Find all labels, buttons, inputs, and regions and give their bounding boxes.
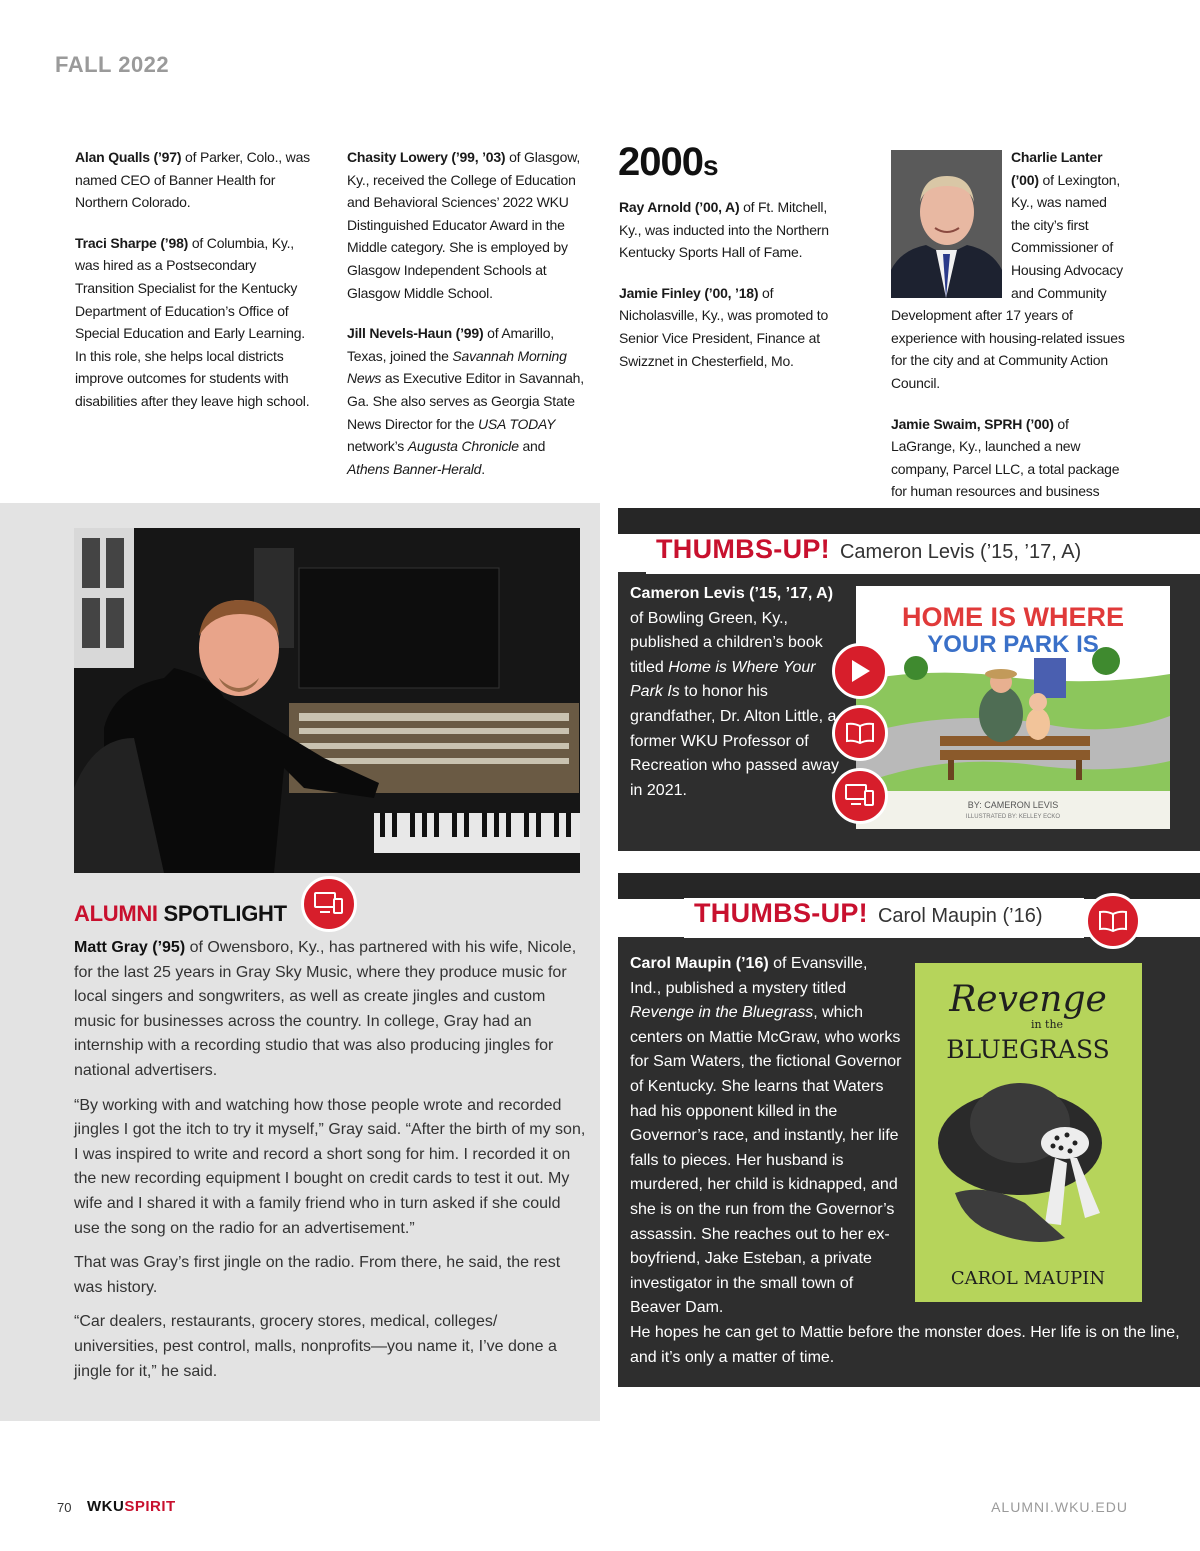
class-note: Charlie Lanter (’00) of Lexington, Ky., was named the city’s first Commissioner of Housing Advocacy and Community Development after 17 years of experience with housing-related issues for the city and at Community Action Council.	[891, 149, 1125, 391]
revenge-in-the-bluegrass-cover	[915, 963, 1142, 1302]
thumbs-up-heading-carol: THUMBS-UP! Carol Maupin (’16)	[684, 898, 1084, 938]
cover-title-line-2: YOUR PARK IS	[927, 631, 1099, 658]
cover-title-line-1: HOME IS WHERE	[901, 602, 1125, 632]
class-notes-column-2	[347, 146, 587, 498]
carol-maupin-note: Carol Maupin (’16) of Evansville, Ind., published a mystery titled Revenge in the Bluegrass, which centers on Mattie McGraw, who works for Sam Waters, the fictional Governor of Kentucky. She learns that Waters had his opponent killed in the Governor’s race, and instantly, her life falls to pieces. Her husband is murdered, her child is kidnapped, and she is on the run from the Governor’s assassin. She reaches out to her ex-boyfriend, Jake Esteban, a private investigator in the small town of Beaver Dam.	[630, 955, 902, 1317]
magazine-brand: WKUSPIRIT	[87, 1498, 176, 1515]
class-note: Jamie Swaim, SPRH (’00) of LaGrange, Ky., launched a new company, Parcel LLC, a total package for human resources and business	[891, 415, 1120, 500]
class-notes-column-3	[619, 196, 834, 390]
class-note: Jill Nevels-Haun (’99) of Amarillo, Texas, joined the Savannah Morning News as Executive Editor in Savannah, Ga. She also serves as Georgia State News Director for the USA TODAY network’s Augusta Chronicle and Athens Banner-Herald.	[347, 325, 584, 477]
story-paragraph: “Car dealers, restaurants, grocery stores, medical, colleges/ universities, pest control, malls, nonprofits—you name it, I’ve done a jingle for it,” he said.	[74, 1313, 557, 1380]
cover-title-in-the: in the	[1030, 1018, 1064, 1031]
class-note: Jamie Finley (’00, ’18) of Nicholasville, Ky., was promoted to Senior Vice President, Finance at Swizznet in Chesterfield, Mo.	[619, 284, 829, 369]
story-paragraph: “By working with and watching how those people wrote and recorded jingles I got the itch to try it myself,” Gray said. “After the birth of my son, I was inspired to write and record a short song for him. I recorded it on the new recording equipment I bought on credit cards to test it out. My wife and I shared it with a family friend who in turn asked if she could use the song on the radio for an advertisement.”	[74, 1096, 586, 1237]
devices-icon[interactable]	[832, 768, 888, 824]
carol-maupin-note-end: He hopes he can get to Mattie before the monster does. Her life is on the line, and it’s only a matter of time.	[630, 1324, 1180, 1366]
open-book-icon[interactable]	[832, 705, 888, 761]
alumni-spotlight-title: ALUMNI SPOTLIGHT	[74, 901, 287, 926]
issue-label: FALL 2022	[55, 52, 170, 77]
class-note: Ray Arnold (’00, A) of Ft. Mitchell, Ky., was inducted into the Northern Kentucky Sports Hall of Fame.	[619, 199, 829, 261]
class-note: Alan Qualls (’97) of Parker, Colo., was named CEO of Banner Health for Northern Colorado.	[75, 149, 310, 211]
cover-author: BY: CAMERON LEVIS	[967, 800, 1059, 810]
story-paragraph: Matt Gray (’95) of Owensboro, Ky., has partnered with his wife, Nicole, for the last 25 years in Gray Sky Music, where they produce music for local singers and songwriters, as well as create jingles and custom music for businesses across the country. In college, Gray had an internship with a recording studio that was also producing jingles for national advertisers.	[74, 939, 577, 1079]
page-number: 70	[57, 1500, 72, 1515]
cover-title-bluegrass: BLUEGRASS	[946, 1035, 1110, 1064]
cameron-levis-note: Cameron Levis (’15, ’17, A) of Bowling Green, Ky., published a children’s book titled Home is Where Your Park Is to honor his grandfather, Dr. Alton Little, a former WKU Professor of Recreation who passed away in 2021.	[630, 585, 840, 799]
decade-heading: 2000s	[618, 140, 718, 184]
class-note: Chasity Lowery (’99, ’03) of Glasgow, Ky., received the College of Education and Behavioral Sciences’ 2022 WKU Distinguished Educator Award in the Middle category. She is employed by Glasgow Independent Schools at Glasgow Middle School.	[347, 149, 581, 301]
class-notes-column-4	[891, 146, 1126, 544]
cover-author: CAROL MAUPIN	[950, 1268, 1106, 1289]
website-url[interactable]: ALUMNI.WKU.EDU	[991, 1499, 1128, 1515]
class-note: Traci Sharpe (’98) of Columbia, Ky., was hired as a Postsecondary Transition Specialist for the Kentucky Department of Education’s Office of Special Education and Early Learning. In this role, she helps local districts improve outcomes for students with disabilities after they leave high school.	[75, 234, 310, 409]
open-book-icon[interactable]	[1085, 893, 1141, 949]
thumbs-up-heading-cameron: THUMBS-UP! Cameron Levis (’15, ’17, A)	[646, 534, 1200, 574]
matt-gray-studio-photo	[74, 528, 580, 873]
thumbs-up-bar	[618, 508, 1200, 534]
play-video-icon[interactable]	[832, 643, 888, 699]
class-notes-column-1	[75, 146, 315, 431]
story-paragraph: That was Gray’s first jingle on the radio. From there, he said, the rest was history.	[74, 1254, 561, 1296]
home-is-where-your-park-is-cover	[856, 586, 1170, 829]
cover-title-revenge: Revenge	[949, 979, 1107, 1020]
alumni-spotlight-story	[74, 936, 586, 1394]
cover-illustrator: ILLUSTRATED BY: KELLEY ECKO	[965, 814, 1061, 820]
devices-icon[interactable]	[301, 876, 357, 932]
